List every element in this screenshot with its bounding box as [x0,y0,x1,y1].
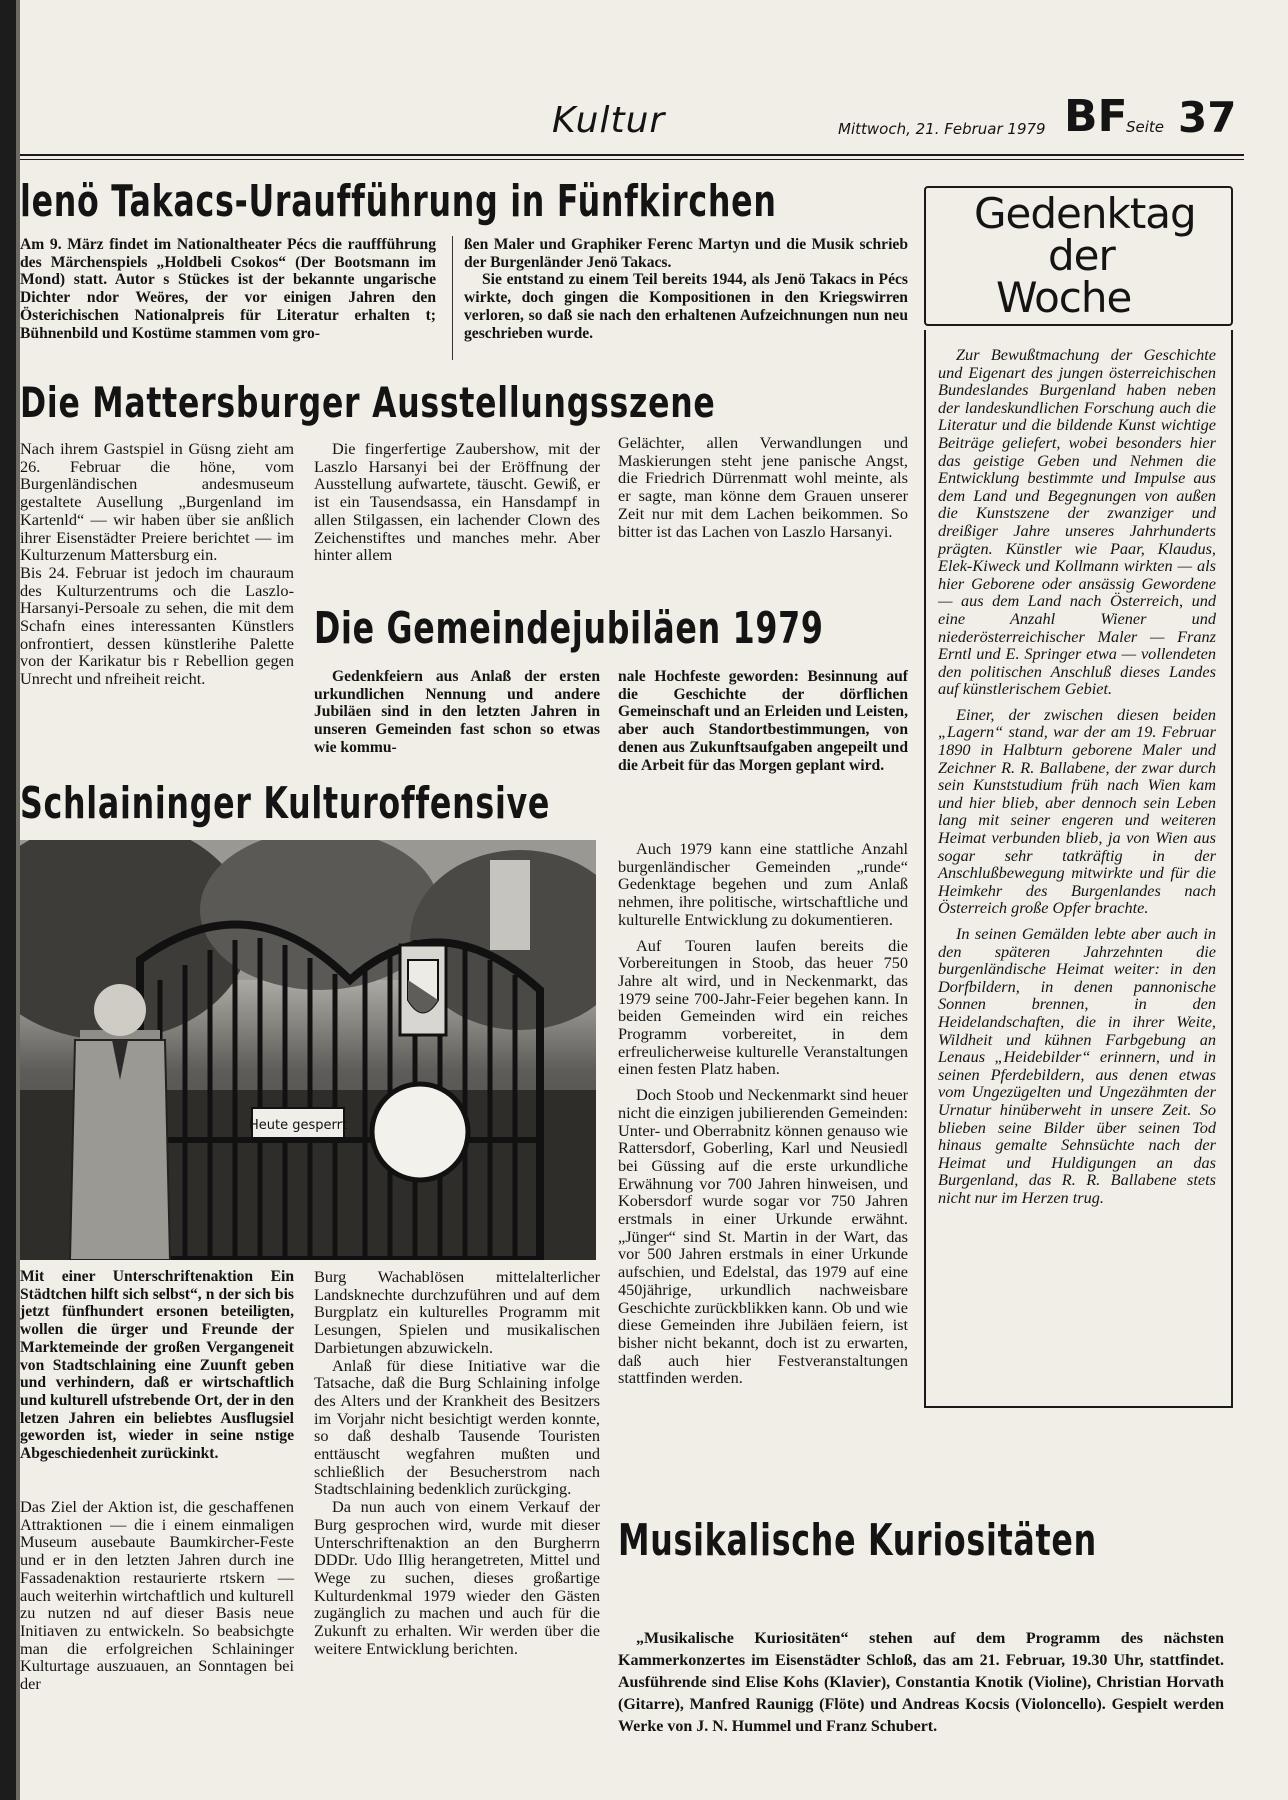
article-mattersburg-col1 [20,440,294,688]
kuriositaeten-paragraph: „Musikalische Kuriositäten“ stehen auf dem Programm des nächsten Kammerkonzertes im Eisenstädter Schloß, das am 21. Februar, 19.30 Uhr, stattfindet. Ausführende sind Elise Kohs (Klavier), Constantia Knotik (Violine), Christian Horvath (Gitarre), Manfred Raunigg (Flöte) und Andreas Kocsis (Violoncello). Gespielt werden Werke von J. N. Hummel und Franz Schubert. [618,1630,1224,1735]
gedenktag-paragraph: Zur Bewußtmachung der Geschichte und Eigenart des jungen österreichischen Bundeslandes Burgenland haben neben der landeskundlichen Forschung auch die Literatur und die bildende Kunst wichtige Beiträge geliefert, wobei besonders hier das geistige Geben und Nehmen die Entwicklung bestimmte und Impulse aus dem Land und Begegnungen von außen die Kunstszene der zwanziger und dreißiger Jahre unseres Jahrhunderts prägten. Künstler wie Paar, Klaudus, Elek-Kiweck und Kollmann wirkten — als hier Geborene oder ansässig Gewordene — aus dem Land nach Österreich, und eine Anzahl Wiener und niederösterreichischer Maler — Franz Erntl und E. Springer etwa — vollendeten den politischen Anschluß dieses Landes auf künstlerischem Gebiet. [938,345,1216,699]
article-takacs-headline: lenö Takacs-Uraufführung in Fünfkirchen [20,176,777,227]
page-label: Seite [1126,118,1165,136]
newspaper-logo: BF [1064,91,1128,142]
takacs-paragraph: Sie entstand zu einem Teil bereits 1944, als Jenö Takacs in Pécs wirkte, doch gingen die Kompositionen in den Kriegswirren verloren, so daß sie nach den erhaltenen Aufzeichnungen nun neu geschrieben wurde. [464,271,908,342]
jubilaeen-lead: Gedenkfeiern aus Anlaß der ersten urkundlichen Nennung und andere Jubiläen sind in den letzten Jahren in unseren Gemeinden fast schon so etwas wie kommu- [314,668,600,756]
schlaining-paragraph: Da nun auch von einem Verkauf der Burg gesprochen wird, wurde mit dieser Unterschriftenaktion an den Burgherrn DDDr. Udo Illig herangetreten, Mittel und Wege zu suchen, dieses großartige Kulturdenkmal 1979 wieder den Gästen zugänglich zu machen und auch für die Zukunft zu erhalten. Wir werden über die weitere Entwicklung berichten. [314,1497,600,1658]
jubilaeen-paragraph: Auf Touren laufen bereits die Vorbereitungen in Stoob, das heuer 750 Jahre alt wird, und in Neckenmarkt, das 1979 seine 700-Jahr-Feier begehen kann. In beiden Gemeinden wird ein reiches Programm vorbereitet, in dem erfreulicherweise kulturelle Veranstaltungen einen festen Platz haben. [618,935,908,1079]
schlaining-paragraph: Burg Wachablösen mittelalterlicher Landsknechte durchzuführen und auf dem Burgplatz ein kulturelles Programm mit Lesungen, Spielen und musikalischen Darbietungen abzuwickeln. [314,1267,600,1357]
page-edge [0,0,16,1800]
gedenktag-body [938,346,1216,1207]
takacs-paragraph: Am 9. März findet im Nationaltheater Pécs die rauffführung des Märchenspiels „Holdbeli Csokos“ (Der Bootsmann im Mond) statt. Autor s Stückes ist der bekannte ungarische Dichter ndor Weöres, der vor einigen Jahren den Österichischen Nationalpreis für Literatur erhalten t; Bühnenbild und Kostüme stammen vom gro- [20,236,436,342]
jubilaeen-paragraph: Doch Stoob und Neckenmarkt sind heuer nicht die einzigen jubilierenden Gemeinden: Unter- und Oberrabnitz können genauso wie Rattersdorf, Goberling, Karl und Neusiedl bei Güssing auf die erste urkundliche Erwähnung vor 700 Jahren hinweisen, und Kobersdorf wurde sogar vor 750 Jahren erstmals in einer Urkunde erwähnt. „Jünger“ sind St. Martin in der Wart, das vor 500 Jahren erstmals in einer Urkunde aufschien, und Edelstal, das 1979 auf eine 450jährige, urkundlich nachweisbare Geschichte zurückblikken kann. Ob und wie diese Gemeinden ihre Jubiläen feiern, ist bisher nicht bekannt, doch ist zu erwarten, daß auch hier Festveranstaltungen stattfinden werden. [618,1085,908,1388]
sign-text: Heute gesperrt [248,1118,348,1133]
photo-castle-gate-illustration [20,840,596,1260]
schlaining-paragraph: Anlaß für diese Initiative war die Tatsache, daß die Burg Schlaining infolge des Alters und der Krankheit des Besitzers im Vorjahr nicht besichtigt werden konnte, so daß deshalb Tausende Touristen enttäuscht wegfahren mußten und schließlich der Besucherstrom nach Stadtschlaining bedenklich zurückging. [314,1355,600,1499]
article-kuriositaeten-body [618,1628,1224,1738]
gedenktag-title-line2: der [1048,231,1115,280]
article-jubilaeen-headline: Die Gemeindejubiläen 1979 [314,603,824,654]
gedenktag-title-box [924,186,1233,326]
header-rule-thin [20,159,1244,160]
page-number: 37 [1178,93,1237,142]
article-takacs-col1 [20,236,436,342]
mattersburg-paragraph: Die fingerfertige Zaubershow, mit der Laszlo Harsanyi bei der Eröffnung der Ausstellung aufwartete, täuscht. Gewiß, er ist ein Tausendsassa, ein Hansdampf in allen Stilgassen, ein lachender Clown des Zeichenstiftes und manches mehr. Aber hinter allem [314,439,600,565]
article-takacs-col2 [464,236,908,342]
mattersburg-paragraph: Gelächter, allen Verwandlungen und Maskierungen steht jene panische Angst, die Friedrich Dürrenmatt wohl meinte, als er sagte, man könne dem Grauen unserer Zeit nur mit dem Lachen beikommen. So bitter ist das Lachen von Laszlo Harsanyi. [618,433,908,541]
header-rule [20,154,1244,156]
jubilaeen-paragraph: Auch 1979 kann eine stattliche Anzahl burgenländischer Gemeinden „runde“ Gedenktage begehen und zum Anlaß nehmen, ihre politische, wirtschaftliche und kulturelle Entwicklung zu dokumentieren. [618,839,908,929]
gedenktag-title-line3: Woche [996,273,1132,322]
issue-date: Mittwoch, 21. Februar 1979 [838,120,1046,138]
schlaining-paragraph: Mit einer Unterschriftenaktion Ein Städtchen hilft sich selbst“, n der sich bis jetzt fünfhundert ersonen beteiligten, wollen die ürger und Freunde der Marktemeinde der großen Vergangeneit von Stadtschlaining eine Zuunft geben und verhindern, daß er wirtschaftlich und kulturell ufstrebende Ort, der in den letzen Jahren ein beliebtes Ausflugsiel geworden ist, wieder in seine nstige Abgeschiedenheit zurückinkt. [20,1268,294,1463]
article-schlaining-col1 [20,1268,294,1463]
article-jubilaeen-body [618,840,908,1387]
article-kuriositaeten-headline: Musikalische Kuriositäten [618,1515,1097,1566]
article-jubilaeen-lead-col1 [314,668,600,757]
article-schlaining-col1-body [20,1498,294,1693]
mattersburg-paragraph: Nach ihrem Gastspiel in Güsng zieht am 26. Februar die höne, vom Burgenländischen andesmuseum gestaltete Ausellung „Burgenland im Kartenld“ — wir haben über sie anßlich ihrer Eisenstädter Preiere berichtet — im Kulturzenum Mattersburg ein. [20,439,294,565]
column-divider [452,236,453,360]
gedenktag-paragraph: In seinen Gemälden lebte aber auch in den späteren Jahrzehnten die burgenländische Heimat weiter: in den Dorfbildern, in denen pannonische Sonnen brennen, in den Heidelandschaften, die in ihrer Weite, Wildheit und kühnen Farbgebung an Lenaus „Heidebilder“ erinnern, und in seinen Pferdebildern, aus denen etwas vom Ungezügelten und Ungezähmten der Urnatur hinüberweht in unsere Zeit. So blieben seine Bilder über seinen Tod hinaus gemalte Sehnsüchte nach der Heimat und Huldigungen an das Burgenland, das R. R. Ballabene stets nicht nur im Herzen trug. [938,924,1216,1207]
article-mattersburg-headline: Die Mattersburger Ausstellungsszene [20,378,716,427]
section-title: Kultur [552,100,666,141]
article-mattersburg-col2 [314,440,600,564]
article-mattersburg-col3 [618,434,908,540]
gedenktag-paragraph: Einer, der zwischen diesen beiden „Lagern“ stand, war der am 19. Februar 1890 in Halbturn geborene Maler und Zeichner R. R. Ballabene, der zwar durch sein Kunststudium früh nach Wien kam und hier blieb, aber dennoch sein Leben lang mit seiner engeren und weiteren Heimat verbunden blieb, ja von Wien aus sogar sehr tatkräftig in der Anschlußbewegung mitwirkte und für die Heimkehr des Burgenlandes nach Österreich große Opfer brachte. [938,704,1216,918]
takacs-paragraph: ßen Maler und Graphiker Ferenc Martyn und die Musik schrieb der Burgenländer Jenö Takacs. [464,236,908,271]
article-schlaining-headline: Schlaininger Kulturoffensive [20,778,551,829]
mattersburg-paragraph: Bis 24. Februar ist jedoch im chauraum des Kulturzentrums och die Laszlo-Harsanyi-Persoale zu sehen, die mit dem Schafn eines interessanten Künstlers onfrontiert, dessen künstlerihe Palette von der Karikatur bis r Rebellion gegen Unrecht und nfreiheit reicht. [20,562,294,689]
article-jubilaeen-lead-col2 [618,668,908,774]
article-schlaining-col2 [314,1268,600,1657]
gedenktag-title-line1: Gedenktag [974,189,1196,238]
schlaining-paragraph: Das Ziel der Aktion ist, die geschaffenen Attraktionen — die i einem einmaligen Museum ausebaute Baumkircher-Feste und er in den letzten Jahren durch ine Fassadenaktion restaurierte rtskern — auch weiterhin wirtchaftlich und kulturell zu nutzen nd auf dieser Basis neue Initiaven zu entwickeln. So beabsichgte man die erfolgreichen Schlaininger Kulturtage auszuauen, an Sonntagen bei der [20,1497,294,1694]
jubilaeen-lead: nale Hochfeste geworden: Besinnung auf die Geschichte der dörflichen Gemeinschaft und an Erleiden und Leisten, aber auch Standortbestimmungen, von denen aus Zukunftsaufgaben angepeilt und die Arbeit für das Morgen geplant wird. [618,668,908,774]
photo-castle-gate [20,840,596,1260]
